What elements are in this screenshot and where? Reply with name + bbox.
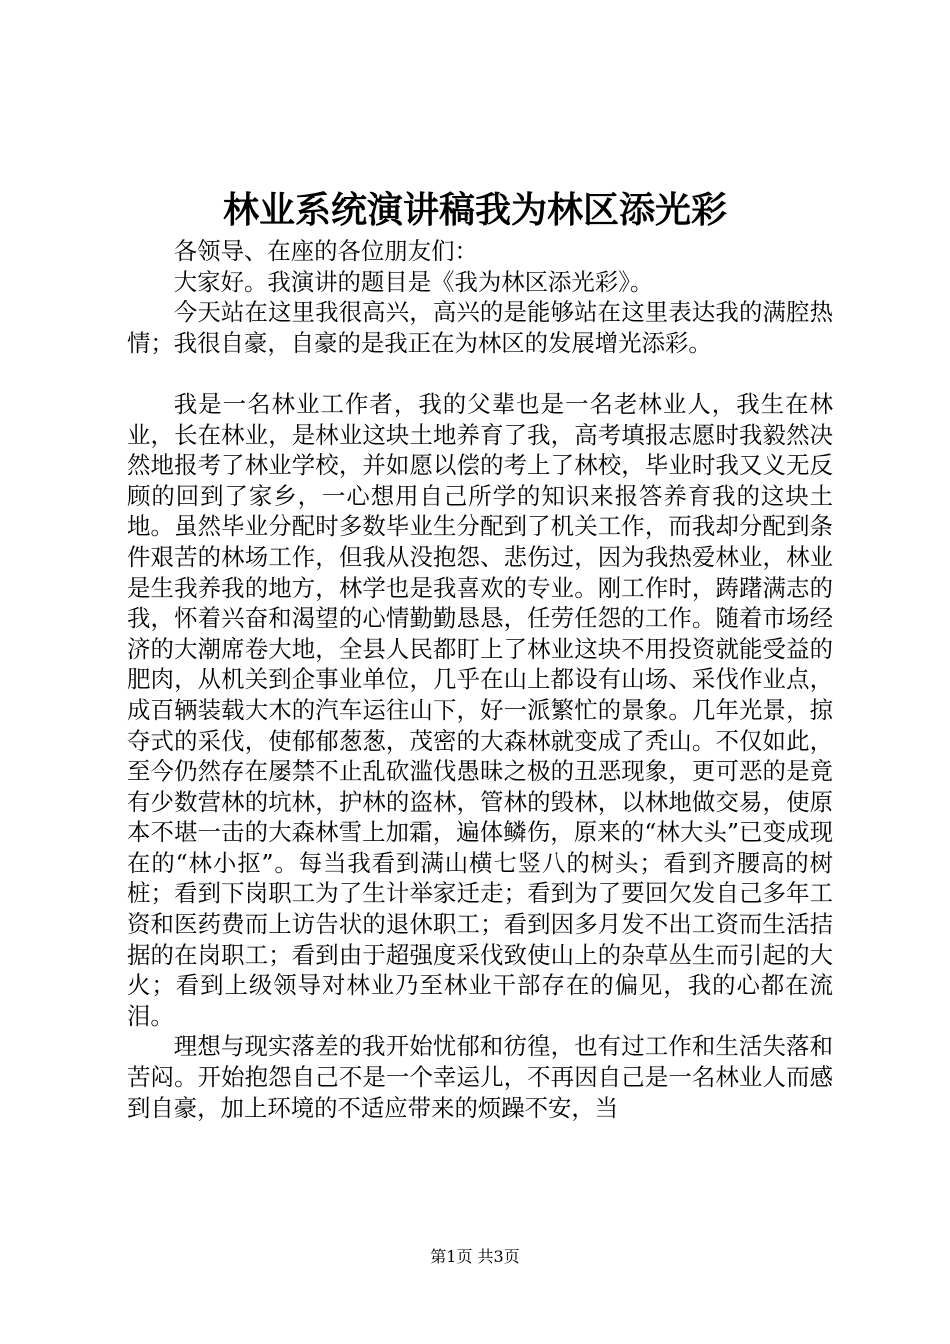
document-body [127,236,833,1123]
paragraph-story: 我是一名林业工作者，我的父辈也是一名老林业人，我生在林业，长在林业，是林业这块土地养育了我，高考填报志愿时我毅然决然地报考了林业学校，并如愿以偿的考上了林校，毕业时我又义无反顾的回到了家乡，一心想用自己所学的知识来报答养育我的这块土地。虽然毕业分配时多数毕业生分配到了机关工作，而我却分配到条件艰苦的林场工作，但我从没抱怨、悲伤过，因为我热爱林业，林业是生我养我的地方，林学也是我喜欢的专业。刚工作时，踌躇满志的我，怀着兴奋和渴望的心情勤勤恳恳，任劳任怨的工作。随着市场经济的大潮席卷大地，全县人民都盯上了林业这块不用投资就能受益的肥肉，从机关到企事业单位，几乎在山上都设有山场、采伐作业点，成百辆装载大木的汽车运往山下，好一派繁忙的景象。几年光景，掠夺式的采伐，使郁郁葱葱，茂密的大森林就变成了秃山。不仅如此，至今仍然存在屡禁不止乱砍滥伐愚昧之极的丑恶现象，更可恶的是竟有少数营林的坑林，护林的盗林，管林的毁林，以林地做交易，使原本不堪一击的大森林雪上加霜，遍体鳞伤，原来的“林大头”已变成现在的“林小抠”。每当我看到满山横七竖八的树头；看到齐腰高的树桩；看到下岗职工为了生计举家迁走；看到为了要回欠发自己多年工资和医药费而上访告状的退休职工；看到因多月发不出工资而生活拮据的在岗职工；看到由于超强度采伐致使山上的杂草丛生而引起的大火；看到上级领导对林业乃至林业干部存在的偏见，我的心都在流泪。 [127,389,833,1030]
paragraph-reflection: 理想与现实落差的我开始忧郁和彷徨，也有过工作和生活失落和苦闷。开始抱怨自己不是一个幸运儿，不再因自己是一名林业人而感到自豪，加上环境的不适应带来的烦躁不安，当 [127,1032,833,1122]
document-title: 林业系统演讲稿我为林区添光彩 [222,189,727,231]
paragraph-greeting: 大家好。我演讲的题目是《我为林区添光彩》。 [173,267,654,296]
paragraph-salutation: 各领导、在座的各位朋友们： [173,237,478,265]
page-footer: 第1页 共3页 [430,1247,520,1266]
paragraph-intro: 今天站在这里我很高兴，高兴的是能够站在这里表达我的满腔热情；我很自豪，自豪的是我正在为林区的发展增光添彩。 [127,298,833,357]
